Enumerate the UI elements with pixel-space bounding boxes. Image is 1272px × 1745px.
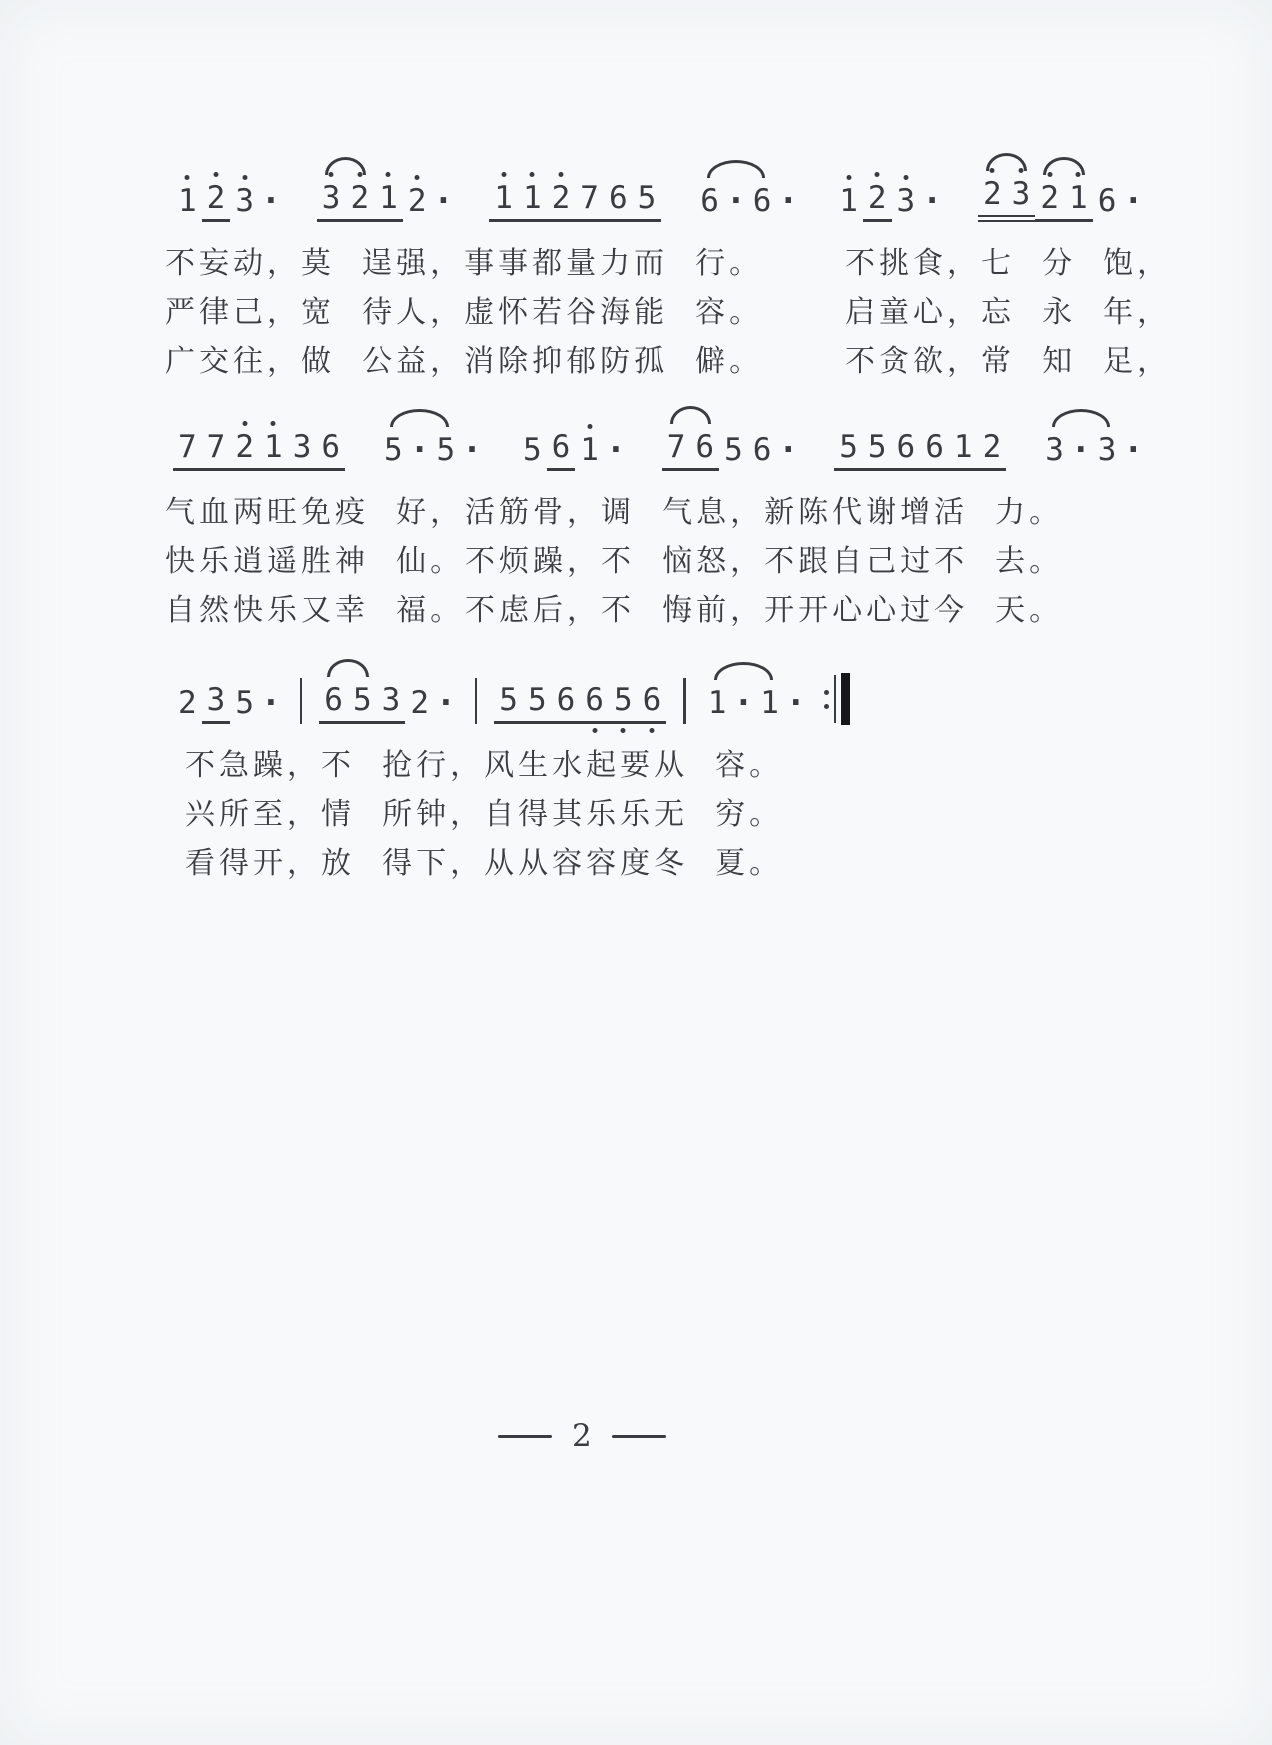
lyrics-row bbox=[165, 234, 1172, 283]
note-digit: 6 bbox=[925, 429, 944, 466]
duration-dot: · bbox=[439, 685, 452, 722]
note-digit: 5 bbox=[235, 685, 255, 722]
tie-arc-group bbox=[379, 433, 460, 471]
note bbox=[547, 430, 576, 471]
lyrics-segment: 不急躁，不 抢行，风生水起要从 容。 bbox=[185, 748, 784, 783]
note-digit: 1 bbox=[1069, 180, 1088, 217]
octave-dot-above bbox=[415, 175, 420, 180]
note bbox=[978, 430, 1007, 471]
duration-dot: · bbox=[1127, 183, 1140, 220]
note bbox=[202, 430, 231, 471]
tie-arc-group bbox=[662, 430, 719, 471]
lyrics-row bbox=[165, 785, 1125, 834]
note-digit: 7 bbox=[666, 429, 686, 466]
duration-dot: · bbox=[729, 183, 742, 220]
note bbox=[316, 430, 345, 471]
note-digit: 3 bbox=[381, 682, 401, 719]
note-digit: 2 bbox=[235, 429, 255, 466]
note-digit: 7 bbox=[178, 429, 197, 466]
measure bbox=[311, 683, 465, 724]
lyrics-segment: 严律己，宽 待人，虚怀若谷海能 容。 bbox=[165, 295, 764, 330]
octave-dot-above bbox=[271, 421, 276, 426]
note bbox=[978, 177, 1007, 222]
repeat-dot bbox=[824, 690, 829, 695]
note bbox=[575, 433, 604, 471]
lyrics-segment: 不虑后，不 悔前，开开心心过今 天。 bbox=[465, 593, 1064, 628]
measure bbox=[695, 686, 816, 724]
lyrics-block bbox=[165, 234, 1172, 381]
octave-dot-above bbox=[242, 175, 247, 180]
octave-dot-above bbox=[357, 172, 362, 177]
melody-line bbox=[165, 150, 1140, 222]
duration-dot: · bbox=[437, 183, 450, 220]
note-digit: 3 bbox=[292, 429, 312, 466]
note-digit: 6 bbox=[585, 682, 604, 719]
note-digit: 6 bbox=[608, 180, 628, 217]
lyrics-row bbox=[165, 283, 1172, 332]
note bbox=[173, 430, 202, 471]
lyrics-segment: 不贪欲，常 知 足， bbox=[845, 344, 1172, 379]
octave-dot-above bbox=[214, 172, 219, 177]
octave-dot-above bbox=[875, 172, 880, 177]
note-digit: 3 bbox=[206, 682, 226, 719]
note-digit: 6 bbox=[695, 429, 715, 466]
note bbox=[892, 430, 921, 471]
note bbox=[552, 683, 581, 724]
duration-dot: · bbox=[1127, 432, 1140, 469]
note bbox=[863, 181, 892, 222]
note bbox=[547, 181, 576, 222]
note bbox=[173, 184, 202, 222]
octave-dot-below bbox=[592, 728, 597, 733]
measure bbox=[826, 430, 1014, 471]
tie-arc-group bbox=[703, 686, 784, 724]
thin-barline bbox=[834, 675, 837, 723]
repeat-dots bbox=[824, 690, 829, 709]
note-digit: 5 bbox=[613, 682, 633, 719]
note bbox=[317, 181, 346, 222]
duration-dot: · bbox=[737, 685, 750, 722]
note-digit: 5 bbox=[637, 180, 657, 217]
note bbox=[431, 433, 460, 471]
note bbox=[604, 181, 633, 222]
page-number-value: 2 bbox=[572, 1418, 592, 1454]
note bbox=[633, 181, 662, 222]
note bbox=[345, 181, 374, 222]
note bbox=[1007, 177, 1036, 222]
lyrics-segment: 不妄动，莫 逞强，事事都量力而 行。 bbox=[165, 246, 764, 281]
octave-dot-above bbox=[185, 175, 190, 180]
measure bbox=[486, 683, 674, 724]
system-2 bbox=[165, 399, 1140, 630]
lyrics-segment: 不烦躁，不 恼怒，不跟自己过不 去。 bbox=[465, 544, 1064, 579]
lyrics-row bbox=[165, 483, 1125, 532]
note bbox=[173, 686, 202, 724]
note-digit: 1 bbox=[494, 180, 513, 217]
thick-final-barline bbox=[841, 673, 850, 725]
measure bbox=[687, 184, 808, 222]
note-digit: 6 bbox=[556, 682, 576, 719]
note bbox=[1064, 181, 1093, 222]
note bbox=[662, 430, 691, 471]
page-number-dash-left bbox=[498, 1435, 552, 1438]
note bbox=[288, 430, 317, 471]
measure bbox=[309, 181, 463, 222]
note bbox=[575, 181, 604, 222]
measure bbox=[481, 181, 669, 222]
note bbox=[755, 686, 784, 724]
lyrics-segment: 快乐逍遥胜神 仙。 bbox=[165, 544, 465, 579]
note-digit: 3 bbox=[235, 183, 255, 220]
note bbox=[230, 430, 259, 471]
measure bbox=[165, 430, 353, 471]
duration-dot: · bbox=[609, 432, 622, 469]
barline bbox=[683, 678, 686, 724]
note bbox=[374, 181, 403, 222]
note-digit: 2 bbox=[206, 180, 226, 217]
lyrics-segment: 活筋骨，调 气息，新陈代谢增活 力。 bbox=[465, 495, 1064, 530]
note-digit: 2 bbox=[407, 183, 427, 220]
duration-dot: · bbox=[265, 685, 277, 722]
note-digit: 1 bbox=[178, 183, 197, 220]
tie-arc-group bbox=[695, 184, 776, 222]
note-digit: 6 bbox=[896, 429, 916, 466]
lyrics-row bbox=[165, 332, 1172, 381]
duration-dot: · bbox=[265, 183, 277, 220]
note-digit: 5 bbox=[352, 682, 372, 719]
note bbox=[719, 433, 748, 471]
measure bbox=[970, 177, 1153, 222]
note-digit: 6 bbox=[324, 682, 343, 719]
note-digit: 1 bbox=[839, 183, 858, 220]
note-digit: 1 bbox=[580, 432, 599, 469]
note-digit: 6 bbox=[642, 682, 662, 719]
measure bbox=[826, 181, 952, 222]
note-digit: 6 bbox=[551, 429, 571, 466]
note bbox=[834, 184, 863, 222]
note-digit: 2 bbox=[1040, 180, 1060, 217]
octave-dot-above bbox=[903, 175, 908, 180]
note bbox=[494, 683, 523, 724]
note bbox=[202, 683, 231, 724]
note bbox=[259, 430, 288, 471]
page-number-dash-right bbox=[612, 1435, 666, 1438]
note bbox=[489, 181, 518, 222]
note bbox=[403, 184, 432, 222]
melody-line bbox=[165, 399, 1140, 471]
note-digit: 2 bbox=[178, 685, 197, 722]
measure bbox=[165, 181, 291, 222]
note-digit: 2 bbox=[551, 180, 571, 217]
note bbox=[1035, 181, 1064, 222]
melody-line bbox=[165, 648, 1125, 724]
note-digit: 6 bbox=[321, 429, 341, 466]
note bbox=[379, 433, 408, 471]
note bbox=[377, 683, 406, 724]
note bbox=[1093, 433, 1122, 471]
duration-dot: · bbox=[1074, 432, 1087, 469]
lyrics-segment: 兴所至，情 所钟，自得其乐乐无 穷。 bbox=[185, 797, 784, 832]
note bbox=[949, 430, 978, 471]
lyrics-block bbox=[165, 483, 1125, 630]
note bbox=[523, 683, 552, 724]
note bbox=[863, 430, 892, 471]
duration-dot: · bbox=[926, 183, 938, 220]
note-digit: 5 bbox=[724, 432, 743, 469]
note-digit: 6 bbox=[752, 432, 772, 469]
lyrics-segment: 不挑食，七 分 饱， bbox=[845, 246, 1172, 281]
octave-dot-above bbox=[846, 175, 851, 180]
tie-arc-group bbox=[1035, 181, 1092, 222]
lyrics-segment: 气血两旺免疫 好， bbox=[165, 495, 465, 530]
note bbox=[405, 686, 434, 724]
octave-dot-above bbox=[587, 424, 592, 429]
note-digit: 5 bbox=[527, 682, 547, 719]
lyrics-block bbox=[165, 736, 1125, 883]
note-digit: 3 bbox=[896, 183, 916, 220]
note bbox=[638, 683, 667, 724]
octave-dot-above bbox=[1076, 172, 1081, 177]
note bbox=[892, 184, 921, 222]
score bbox=[165, 150, 1172, 901]
lyrics-segment: 启童心，忘 永 年， bbox=[845, 295, 1172, 330]
note-digit: 3 bbox=[1097, 432, 1117, 469]
duration-dot: · bbox=[466, 432, 478, 469]
system-1 bbox=[165, 150, 1172, 381]
duration-dot: · bbox=[789, 685, 802, 722]
note-digit: 5 bbox=[384, 432, 403, 469]
lyrics-row bbox=[165, 834, 1125, 883]
lyrics-row bbox=[165, 736, 1125, 785]
note-digit: 7 bbox=[580, 180, 599, 217]
duration-dot: · bbox=[782, 183, 795, 220]
tie-arc-group bbox=[978, 177, 1035, 222]
lyrics-row bbox=[165, 532, 1125, 581]
duration-dot: · bbox=[782, 432, 795, 469]
note-digit: 1 bbox=[760, 685, 779, 722]
note bbox=[230, 686, 259, 724]
note bbox=[748, 184, 777, 222]
note bbox=[920, 430, 949, 471]
note bbox=[1093, 184, 1122, 222]
note bbox=[202, 181, 231, 222]
note-digit: 2 bbox=[982, 429, 1002, 466]
lyrics-segment: 广交往，做 公益，消除抑郁防孤 僻。 bbox=[165, 344, 764, 379]
note bbox=[695, 184, 724, 222]
octave-dot-above bbox=[242, 421, 247, 426]
octave-dot-above bbox=[1047, 172, 1052, 177]
note bbox=[609, 683, 638, 724]
note bbox=[580, 683, 609, 724]
note-digit: 5 bbox=[867, 429, 887, 466]
note bbox=[748, 433, 777, 471]
note-digit: 6 bbox=[1097, 183, 1117, 220]
note-digit: 1 bbox=[707, 685, 727, 722]
note-digit: 1 bbox=[379, 180, 398, 217]
note-digit: 5 bbox=[436, 432, 456, 469]
note-digit: 1 bbox=[522, 180, 542, 217]
note-digit: 1 bbox=[953, 429, 973, 466]
note bbox=[690, 430, 719, 471]
octave-dot-above bbox=[530, 172, 535, 177]
barline bbox=[300, 678, 303, 724]
system-3 bbox=[165, 648, 1125, 883]
note-digit: 3 bbox=[1011, 176, 1031, 213]
barline bbox=[475, 678, 478, 724]
measure bbox=[510, 430, 636, 471]
note-digit: 2 bbox=[350, 180, 370, 217]
note-digit: 5 bbox=[522, 432, 542, 469]
octave-dot-above bbox=[329, 172, 334, 177]
octave-dot-above bbox=[990, 168, 995, 173]
note-digit: 5 bbox=[839, 429, 858, 466]
note-digit: 6 bbox=[700, 183, 719, 220]
note-digit: 2 bbox=[983, 176, 1002, 213]
note bbox=[230, 184, 259, 222]
octave-dot-below bbox=[621, 728, 626, 733]
measure bbox=[371, 433, 492, 471]
measure bbox=[654, 430, 808, 471]
note-digit: 6 bbox=[752, 183, 772, 220]
lyrics-segment: 自然快乐又幸 福。 bbox=[165, 593, 465, 628]
note-digit: 5 bbox=[499, 682, 518, 719]
note bbox=[1040, 433, 1069, 471]
tie-arc-group bbox=[319, 683, 376, 724]
note bbox=[518, 433, 547, 471]
note bbox=[518, 181, 547, 222]
octave-dot-above bbox=[501, 172, 506, 177]
note-digit: 3 bbox=[1045, 432, 1064, 469]
tie-arc-group bbox=[317, 181, 374, 222]
repeat-final-barline bbox=[824, 674, 851, 724]
lyrics-row bbox=[165, 581, 1125, 630]
page-number bbox=[498, 1418, 666, 1454]
note-digit: 2 bbox=[867, 180, 887, 217]
note-digit: 1 bbox=[264, 429, 283, 466]
note-digit: 3 bbox=[321, 180, 341, 217]
octave-dot-above bbox=[386, 172, 391, 177]
note bbox=[319, 683, 348, 724]
octave-dot-above bbox=[1019, 168, 1024, 173]
measure bbox=[1032, 433, 1153, 471]
octave-dot-below bbox=[649, 728, 654, 733]
lyrics-segment: 看得开，放 得下，从从容容度冬 夏。 bbox=[185, 846, 784, 881]
note bbox=[348, 683, 377, 724]
note bbox=[703, 686, 732, 724]
repeat-dot bbox=[824, 704, 829, 709]
note-digit: 2 bbox=[410, 685, 429, 722]
duration-dot: · bbox=[413, 432, 426, 469]
note bbox=[834, 430, 863, 471]
note-digit: 7 bbox=[206, 429, 226, 466]
octave-dot-above bbox=[558, 172, 563, 177]
tie-arc-group bbox=[1040, 433, 1121, 471]
measure bbox=[165, 683, 291, 724]
